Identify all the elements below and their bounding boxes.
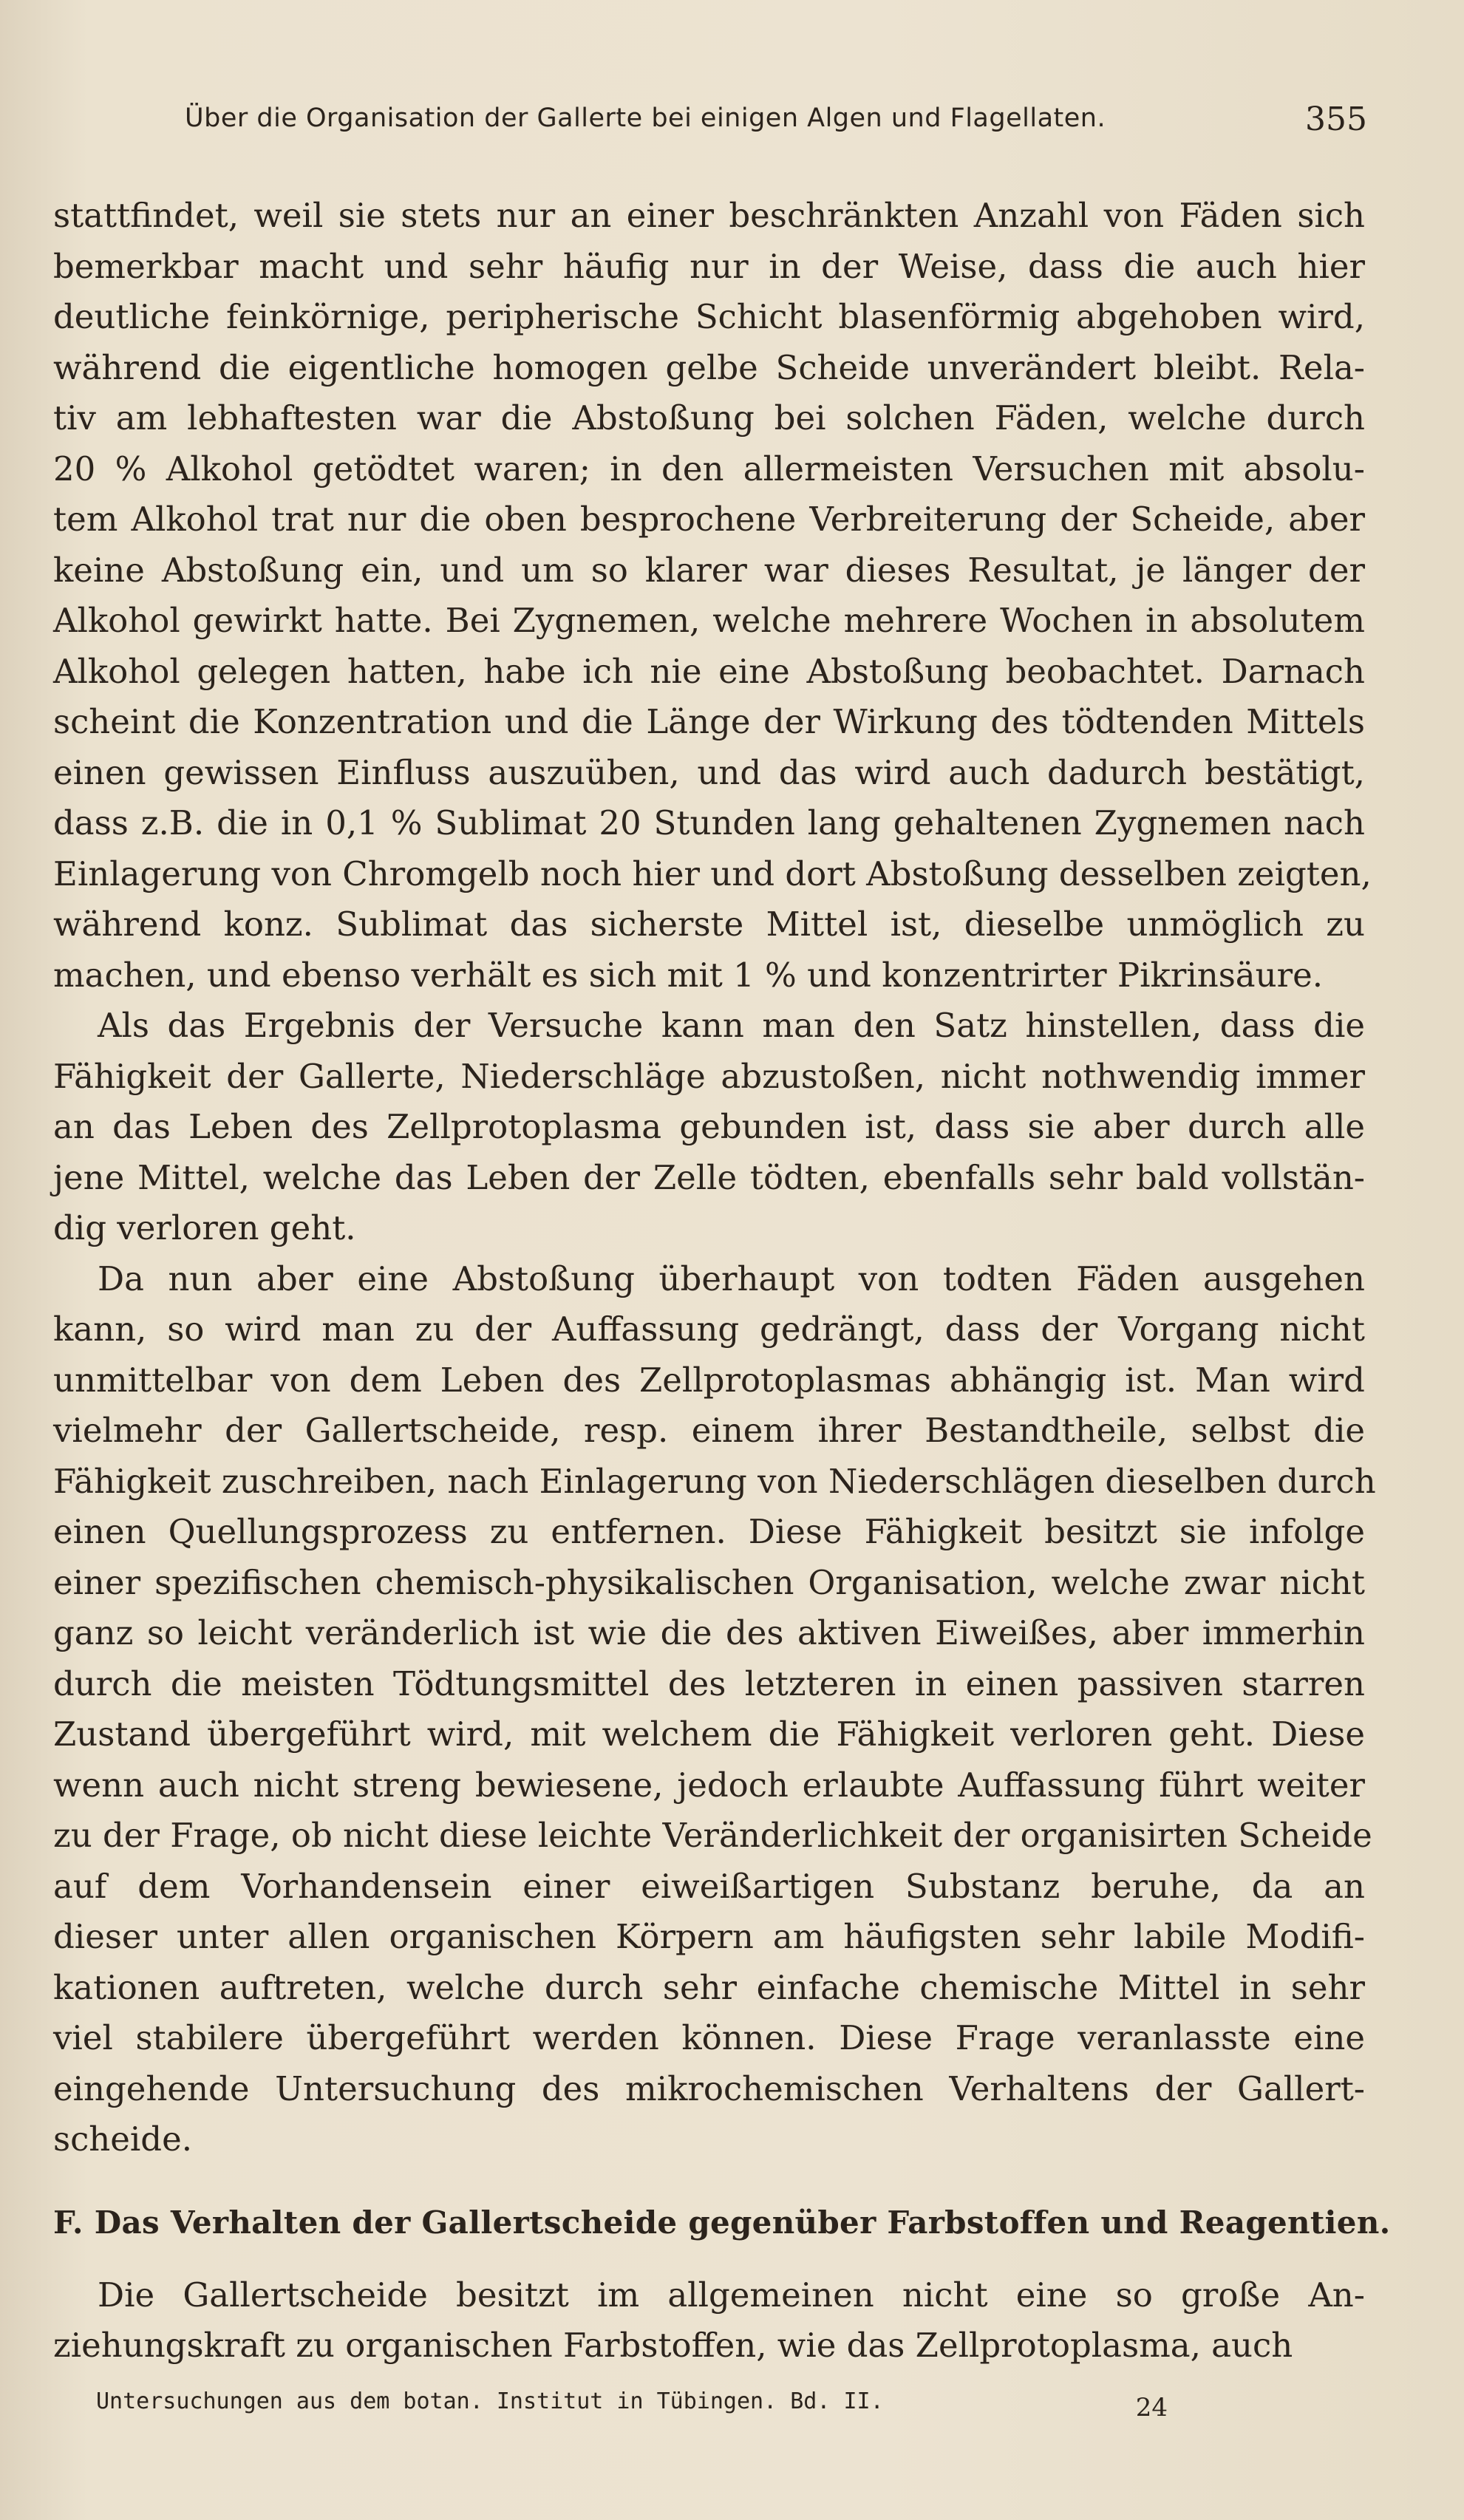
text-line: dig verloren geht. <box>53 1208 356 1247</box>
text-line: einen gewissen Einfluss auszuüben, und das wird auch dadurch bestätigt, <box>53 752 1365 792</box>
text-line: tem Alkohol trat nur die oben besprochene Verbreiterung der Scheide, aber <box>53 500 1365 539</box>
text-line: Zustand übergeführt wird, mit welchem die Fähigkeit verloren geht. Diese <box>53 1714 1365 1754</box>
text-line: kationen auftreten, welche durch sehr einfache chemische Mittel in sehr <box>53 1967 1365 2007</box>
text-line: ganz so leicht veränderlich ist wie die des aktiven Eiweißes, aber immerhin <box>53 1613 1365 1652</box>
page-number: 355 <box>1305 101 1367 138</box>
text-line: Da nun aber eine Abstoßung überhaupt von todten Fäden ausgehen <box>98 1259 1365 1298</box>
paragraph <box>53 191 1372 1001</box>
paragraph <box>53 1001 1365 1254</box>
text-line: einer spezifischen chemisch-physikalischen Organisation, welche zwar nicht <box>53 1562 1365 1602</box>
text-line: während konz. Sublimat das sicherste Mittel ist, dieselbe unmöglich zu <box>53 905 1365 944</box>
text-line: einen Quellungsprozess zu entfernen. Diese Fähigkeit besitzt sie infolge <box>53 1512 1365 1551</box>
running-head-title: Über die Organisation der Gallerte bei einigen Algen und Flagellaten. <box>185 103 1106 133</box>
text-line: dass z.B. die in 0,1 % Sublimat 20 Stunden lang gehaltenen Zygnemen nach <box>53 803 1365 842</box>
text-line: kann, so wird man zu der Auffassung gedrängt, dass der Vorgang nicht <box>53 1310 1365 1349</box>
text-line: Fähigkeit zuschreiben, nach Einlagerung von Niederschlägen dieselben durch <box>53 1461 1376 1501</box>
text-line: vielmehr der Gallertscheide, resp. einem ihrer Bestandtheile, selbst die <box>53 1411 1365 1450</box>
text-line: durch die meisten Tödtungsmittel des letzteren in einen passiven starren <box>53 1663 1365 1703</box>
text-line: Die Gallertscheide besitzt im allgemeinen nicht eine so große An- <box>98 2275 1365 2315</box>
text-line: 20 % Alkohol getödtet waren; in den allermeisten Versuchen mit absolu- <box>53 449 1365 488</box>
signature-mark: 24 <box>1135 2393 1168 2422</box>
text-line: ziehungskraft zu organischen Farbstoffen, wie das Zellprotoplasma, auch <box>53 2326 1293 2365</box>
paragraphs <box>53 191 1376 2165</box>
text-line: auf dem Vorhandensein einer eiweißartigen Substanz beruhe, da an <box>53 1866 1365 1906</box>
text-line: Als das Ergebnis der Versuche kann man den Satz hinstellen, dass die <box>98 1006 1365 1045</box>
page-footer <box>96 2388 1168 2425</box>
text-line: machen, und ebenso verhält es sich mit 1 % und konzentrirter Pikrinsäure. <box>53 955 1324 995</box>
section-heading: F. Das Verhalten der Gallertscheide gegenüber Farbstoffen und Reagentien. <box>53 2204 1391 2241</box>
text-line: Fähigkeit der Gallerte, Niederschläge abzustoßen, nicht nothwendig immer <box>53 1056 1365 1096</box>
text-line: bemerkbar macht und sehr häufig nur in der Weise, dass die auch hier <box>53 246 1365 286</box>
text-line: an das Leben des Zellprotoplasma gebunden ist, dass sie aber durch alle <box>53 1107 1365 1146</box>
text-line: eingehende Untersuchung des mikrochemischen Verhaltens der Gallert- <box>53 2068 1365 2108</box>
running-head <box>185 103 1367 148</box>
text-line: zu der Frage, ob nicht diese leichte Veränderlichkeit der organisirten Scheide <box>53 1816 1372 1855</box>
text-line: Alkohol gewirkt hatte. Bei Zygnemen, welche mehrere Wochen in absolutem <box>53 601 1365 640</box>
text-line: viel stabilere übergeführt werden können. Diese Frage veranlasste eine <box>53 2018 1365 2057</box>
text-line: während die eigentliche homogen gelbe Scheide unverändert bleibt. Rela- <box>53 347 1365 387</box>
final-paragraph <box>53 2270 1365 2371</box>
footer-source: Untersuchungen aus dem botan. Institut in Tübingen. Bd. II. <box>96 2388 884 2414</box>
text-line: Alkohol gelegen hatten, habe ich nie eine Abstoßung beobachtet. Darnach <box>53 651 1365 691</box>
text-line: wenn auch nicht streng bewiesene, jedoch erlaubte Auffassung führt weiter <box>53 1765 1365 1805</box>
text-line: Einlagerung von Chromgelb noch hier und dort Abstoßung desselben zeigten, <box>53 854 1372 893</box>
text-line: dieser unter allen organischen Körpern am häufigsten sehr labile Modifi- <box>53 1917 1365 1956</box>
text-line: deutliche feinkörnige, peripherische Schicht blasenförmig abgehoben wird, <box>53 297 1365 336</box>
paragraph <box>53 2270 1365 2371</box>
body-text <box>53 191 1391 2371</box>
text-line: scheint die Konzentration und die Länge der Wirkung des tödtenden Mittels <box>53 702 1365 741</box>
text-line: tiv am lebhaftesten war die Abstoßung bei solchen Fäden, welche durch <box>53 398 1365 437</box>
text-line: scheide. <box>53 2119 193 2159</box>
text-line: unmittelbar von dem Leben des Zellprotoplasmas abhängig ist. Man wird <box>53 1360 1365 1400</box>
text-line: stattfindet, weil sie stets nur an einer beschränkten Anzahl von Fäden sich <box>53 196 1365 235</box>
text-line: keine Abstoßung ein, und um so klarer war dieses Resultat, je länger der <box>53 550 1365 590</box>
paragraph <box>53 1254 1376 2165</box>
text-line: jene Mittel, welche das Leben der Zelle tödten, ebenfalls sehr bald vollstän- <box>53 1157 1365 1197</box>
